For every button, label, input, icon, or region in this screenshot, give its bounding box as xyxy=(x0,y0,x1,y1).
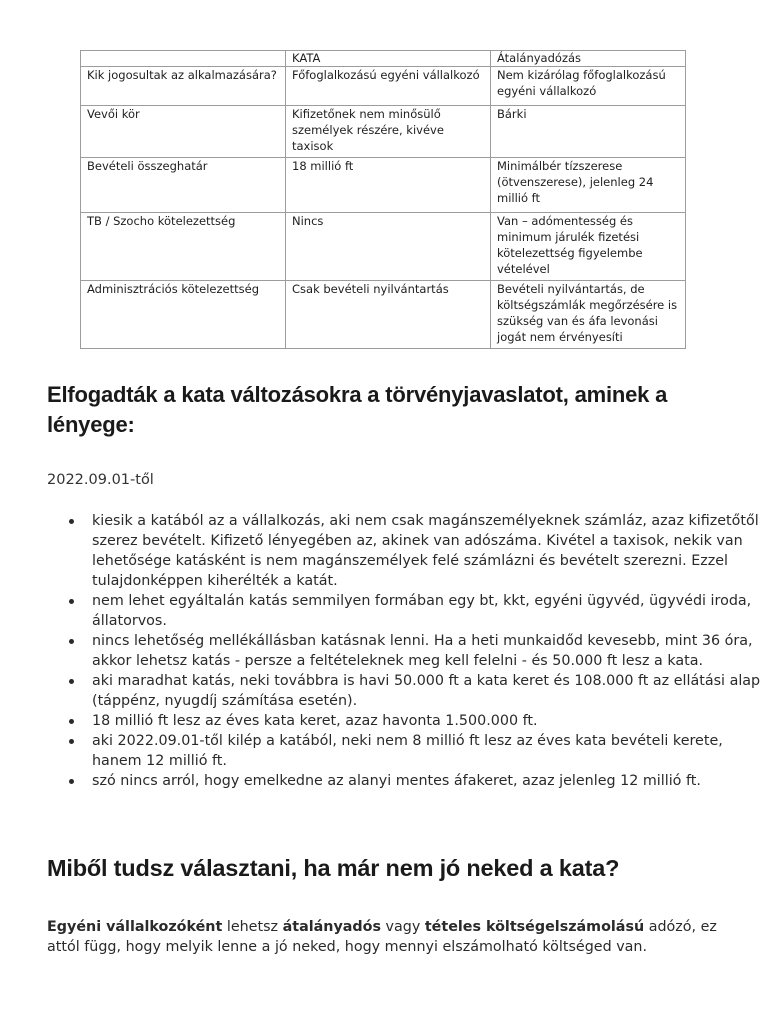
table-cell: Bevételi nyilvántartás, de költségszámlák megőrzésére is szükség van és áfa levonási jogát nem érvényesíti xyxy=(491,281,686,349)
section-heading: Elfogadták a kata változásokra a törvényjavaslatot, aminek a lényege: xyxy=(47,382,668,437)
bullet-icon xyxy=(69,719,74,724)
table-cell: Csak bevételi nyilvántartás xyxy=(286,281,491,349)
bullet-list xyxy=(47,511,768,791)
table-cell: Nincs xyxy=(286,213,491,281)
table-row xyxy=(81,213,686,281)
list-item-text: 18 millió ft lesz az éves kata keret, azaz havonta 1.500.000 ft. xyxy=(92,713,538,729)
table-row xyxy=(81,106,686,158)
table-row xyxy=(81,67,686,106)
table-header-cell: KATA xyxy=(286,51,491,67)
emphasis-text: Egyéni vállalkozóként xyxy=(47,919,223,935)
table-header-row xyxy=(81,51,686,67)
table-cell: 18 millió ft xyxy=(286,158,491,213)
bullet-icon xyxy=(69,639,74,644)
table-row xyxy=(81,158,686,213)
table-cell: Főfoglalkozású egyéni vállalkozó xyxy=(286,67,491,106)
list-item-text: szó nincs arról, hogy emelkedne az alanyi mentes áfakeret, azaz jelenleg 12 millió ft. xyxy=(92,773,701,789)
emphasis-text: átalányadós xyxy=(282,919,381,935)
table-cell: Van – adómentesség és minimum járulék fizetési kötelezettség figyelembe vételével xyxy=(491,213,686,281)
intro-paragraph xyxy=(47,917,727,957)
list-item xyxy=(92,631,768,671)
list-item-text: aki 2022.09.01-től kilép a katából, neki nem 8 millió ft lesz az éves kata bevételi kerete, hanem 12 millió ft. xyxy=(92,733,723,769)
list-item-text: aki maradhat katás, neki továbbra is havi 50.000 ft a kata keret és 108.000 ft az ellátási alap (táppénz, nyugdíj számítása esetén). xyxy=(92,673,761,709)
table-cell: Kik jogosultak az alkalmazására? xyxy=(81,67,286,106)
list-item-text: kiesik a katából az a vállalkozás, aki nem csak magánszemélyeknek számláz, azaz kifizetőtől szerez bevételt. Kifizető lényegében az, akinek van adószáma. Kivétel a taxisok, nekik van lehetősége katásként is nem magánszemélyek felé számlázni és bevételt szerezni. Ezzel tulajdonképpen kiherélték a katát. xyxy=(92,513,759,589)
bullet-icon xyxy=(69,779,74,784)
table-cell: Adminisztrációs kötelezettség xyxy=(81,281,286,349)
bullet-icon xyxy=(69,599,74,604)
list-item xyxy=(92,671,768,711)
paragraph-text: vagy xyxy=(380,919,425,935)
table-cell: Kifizetőnek nem minősülő személyek részére, kivéve taxisok xyxy=(286,106,491,158)
paragraph-text: lehetsz xyxy=(222,919,283,935)
table-header-cell: Átalányadózás xyxy=(491,51,686,67)
bullet-icon xyxy=(69,679,74,684)
paragraph-text: adózó, ez attól függ, hogy melyik lenne a jó neked, hogy mennyi elszámolható költséged van. xyxy=(47,919,717,955)
list-item-text: nincs lehetőség mellékállásban katásnak lenni. Ha a heti munkaidőd kevesebb, mint 36 óra, akkor lehetsz katás - persze a feltételeknek meg kell felelni - és 50.000 ft lesz a kata. xyxy=(92,633,753,669)
list-item-text: nem lehet egyáltalán katás semmilyen formában egy bt, kkt, egyéni ügyvéd, ügyvédi iroda, állatorvos. xyxy=(92,593,752,629)
list-item xyxy=(92,711,768,731)
emphasis-text: tételes költségelszámolású xyxy=(424,919,645,935)
table-cell: Nem kizárólag főfoglalkozású egyéni vállalkozó xyxy=(491,67,686,106)
table-cell: TB / Szocho kötelezettség xyxy=(81,213,286,281)
bullet-icon xyxy=(69,519,74,524)
list-item xyxy=(92,511,768,591)
effective-date: 2022.09.01-től xyxy=(47,472,154,488)
table-header-cell xyxy=(81,51,286,67)
list-item xyxy=(92,591,768,631)
list-item xyxy=(92,771,768,791)
table-cell: Minimálbér tízszerese (ötvenszerese), jelenleg 24 millió ft xyxy=(491,158,686,213)
comparison-table xyxy=(80,50,686,349)
bullet-icon xyxy=(69,739,74,744)
list-item xyxy=(92,731,768,771)
table-row xyxy=(81,281,686,349)
table-cell: Bevételi összeghatár xyxy=(81,158,286,213)
table-cell: Bárki xyxy=(491,106,686,158)
section-heading: Miből tudsz választani, ha már nem jó neked a kata? xyxy=(47,855,620,881)
table-cell: Vevői kör xyxy=(81,106,286,158)
